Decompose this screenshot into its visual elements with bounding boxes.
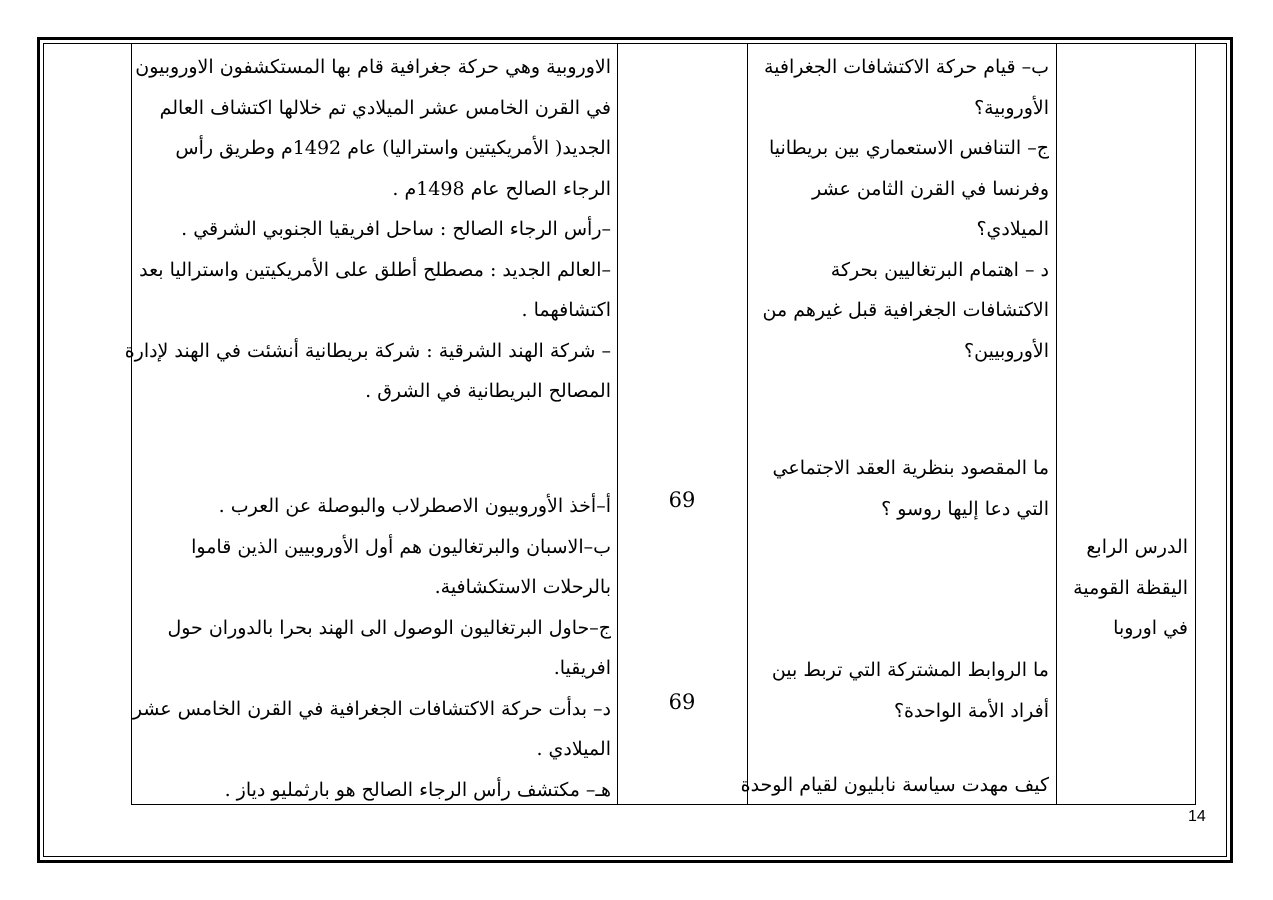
question-line: كيف مهدت سياسة نابليون لقيام الوحدة [740, 774, 1049, 796]
answer-line: ج–حاول البرتغاليون الوصول الى الهند بحرا بالدوران حول [167, 616, 611, 639]
answer-line: د– بدأت حركة الاكتشافات الجغرافية في القرن الخامس عشر [132, 697, 611, 720]
table-line-left [131, 43, 132, 805]
question-line: د – اهتمام البرتغاليين بحركة [830, 258, 1049, 281]
answer-line: المصالح البريطانية في الشرق . [365, 380, 611, 402]
page-ref-1: 69 [668, 488, 696, 512]
answer-line: هـ– مكتشف رأس الرجاء الصالح هو بارثمليو دياز . [224, 778, 611, 801]
answer-line: افريقيا. [553, 657, 611, 679]
questions-block-2 [753, 448, 1049, 529]
questions-block-3 [753, 650, 1049, 731]
question-line: ما الروابط المشتركة التي تربط بين [771, 659, 1049, 681]
lesson-title-line-1: الدرس الرابع [1086, 536, 1188, 558]
lesson-title-line-3: في اوروبا [1113, 617, 1188, 639]
page-ref-2: 69 [668, 690, 696, 714]
question-line: ج– التنافس الاستعماري بين بريطانيا [768, 137, 1049, 159]
answer-line: في القرن الخامس عشر الميلادي تم خلالها اكتشاف العالم [159, 96, 611, 119]
answer-line: بالرحلات الاستكشافية. [434, 576, 611, 598]
answer-line: اكتشافهما . [521, 299, 611, 321]
question-line: ما المقصود بنظرية العقد الاجتماعي [772, 457, 1049, 479]
answer-line: أ–أخذ الأوروبيون الاصطرلاب والبوصلة عن العرب . [218, 495, 611, 517]
question-line: التي دعا إليها روسو ؟ [881, 497, 1049, 520]
questions-block-1 [753, 47, 1049, 371]
answers-block-2 [132, 486, 611, 810]
question-line: أفراد الأمة الواحدة؟ [893, 699, 1049, 722]
question-line: الميلادي؟ [976, 218, 1049, 240]
answer-line: الميلادي . [536, 738, 611, 760]
question-line: الاكتشافات الجغرافية قبل غيرهم من [762, 299, 1049, 321]
table-line-ref-questions [747, 43, 748, 805]
answer-line: ب–الاسبان والبرتغاليون هم أول الأوروبيين الذين قاموا [191, 535, 611, 558]
table-line-questions-lesson [1056, 43, 1057, 805]
answer-line: –رأس الرجاء الصالح : ساحل افريقيا الجنوبي الشرقي . [181, 218, 611, 240]
question-line: الأوروبيين؟ [964, 339, 1049, 362]
question-line: ب– قيام حركة الاكتشافات الجغرافية [763, 56, 1049, 78]
question-line: وفرنسا في القرن الثامن عشر [812, 177, 1049, 200]
answer-line: –العالم الجديد : مصطلح أطلق على الأمريكيتين واستراليا بعد [139, 258, 611, 281]
answer-line: – شركة الهند الشرقية : شركة بريطانية أنشئت في الهند لإدارة [124, 339, 611, 362]
lesson-title-line-2: اليقظة القومية [1073, 576, 1188, 599]
questions-block-4 [740, 765, 1049, 806]
lesson-title [1062, 527, 1188, 649]
table-line-right [1195, 43, 1196, 805]
answer-line: الرجاء الصالح عام 1498م . [392, 177, 611, 200]
page-number: 14 [1188, 808, 1206, 825]
answer-line: الجديد( الأمريكيتين واستراليا) عام 1492م وطريق رأس [175, 137, 611, 159]
answer-line: الاوروبية وهي حركة جغرافية قام بها المستكشفون الاوروبيون [135, 56, 611, 78]
question-line: الأوروبية؟ [974, 96, 1049, 119]
answers-block-1 [124, 47, 611, 412]
